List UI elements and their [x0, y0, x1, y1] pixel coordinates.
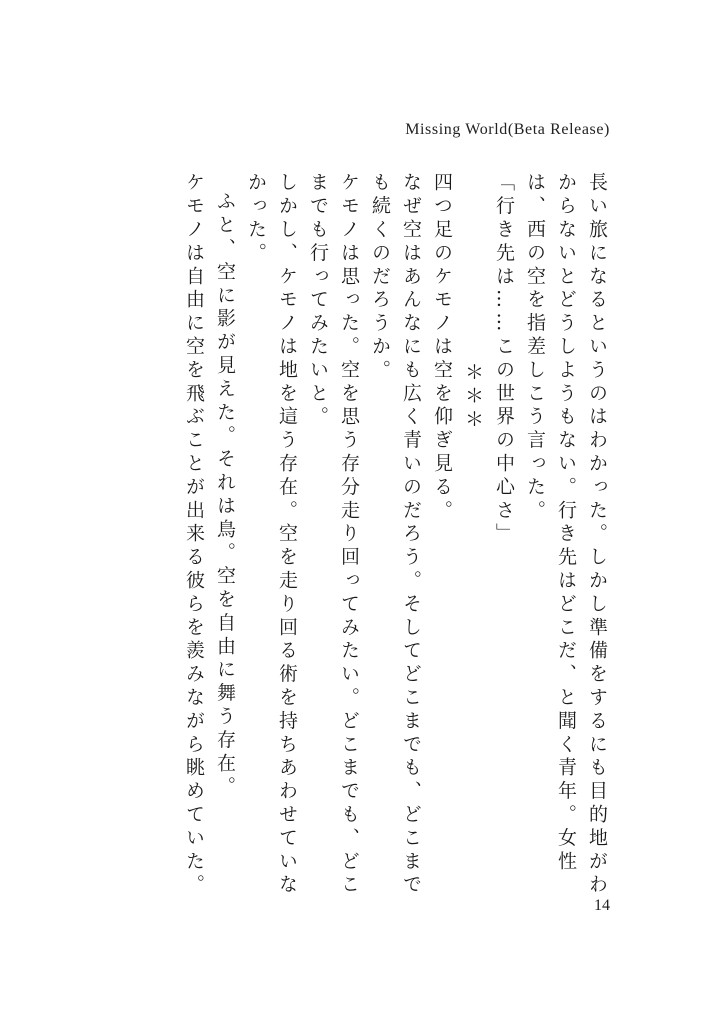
paragraph: 四つ足のケモノは空を仰ぎ見る。	[431, 172, 453, 523]
paragraph: なぜ空はあんなにも広く青いのだろう。そしてどこまでも、どこまでも続くのだろうか。	[369, 172, 422, 898]
section-break-asterisks: ＊＊＊	[462, 362, 484, 433]
paragraph: しかし、ケモノは地を這う存在。空を走り回る術を持ちあわせていなかった。	[245, 172, 298, 898]
paragraph: 長い旅になるというのはわかった。しかし準備をするにも目的地がわからないとどうしようもない。行き先はどこだ、と聞く青年。女性は、西の空を指差しこう言った。	[524, 172, 608, 898]
paragraph: ケモノは自由に空を飛ぶことが出来る彼らを羨みながら眺めていた。	[183, 172, 205, 898]
vertical-body-text	[178, 172, 612, 912]
page-number: 14	[594, 897, 610, 914]
paragraph: ケモノは思った。空を思う存分走り回ってみたい。どこまでも、どこまでも行ってみたいと。	[307, 172, 360, 898]
paragraph: ふと、空に影が見えた。それは鳥。空を自由に舞う存在。	[214, 191, 236, 800]
running-header: Missing World(Beta Release)	[405, 121, 610, 138]
dialogue-line: 「行き先は……この世界の中心さ」	[493, 172, 515, 547]
